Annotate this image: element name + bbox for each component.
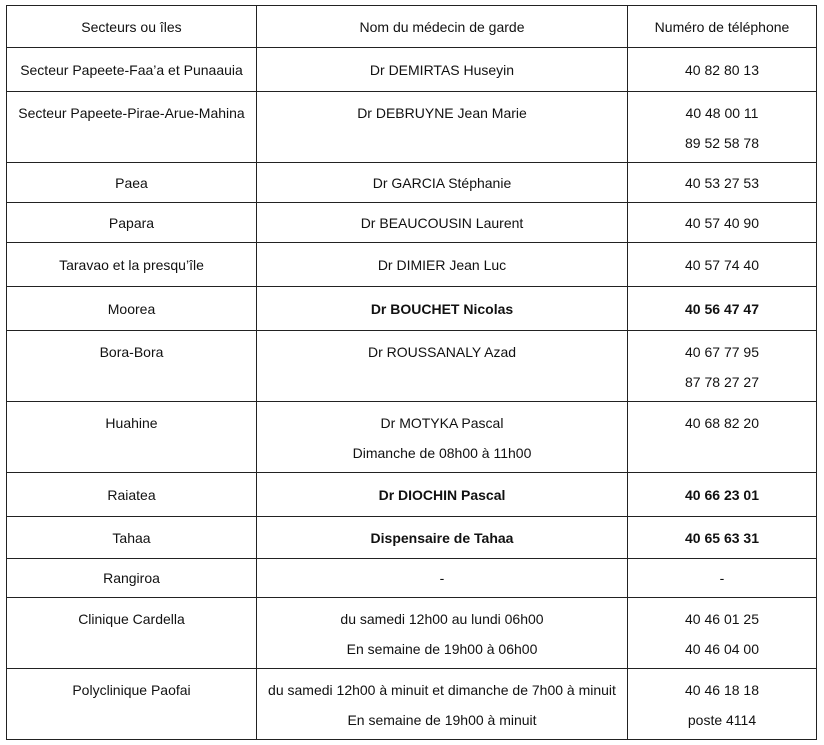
table-row (7, 92, 817, 163)
table-row (7, 473, 817, 517)
doctor-cell (257, 48, 628, 92)
table-row (7, 517, 817, 559)
phone-number: 40 46 04 00 (685, 641, 759, 657)
phone-number: 40 67 77 95 (685, 344, 759, 360)
phone-number: 40 56 47 47 (685, 300, 759, 317)
doctor-text: Dimanche de 08h00 à 11h00 (352, 445, 532, 461)
sector-cell (7, 48, 257, 92)
phone-number: 40 46 18 18 (685, 682, 759, 698)
table-row (7, 48, 817, 92)
table-row (7, 402, 817, 473)
sector-name: Taravao et la presqu’île (59, 256, 204, 273)
sector-name: Secteur Papeete-Pirae-Arue-Mahina (18, 105, 245, 121)
phone-number: 40 57 74 40 (685, 256, 759, 273)
phone-number: 40 68 82 20 (685, 415, 759, 431)
doctor-text: Dr DEBRUYNE Jean Marie (357, 105, 527, 121)
phone-cell (628, 402, 817, 473)
doctor-text: Dr DIMIER Jean Luc (377, 256, 507, 273)
on-call-doctors-table (6, 5, 817, 740)
sector-cell (7, 243, 257, 287)
phone-cell (628, 287, 817, 331)
phone-number: 40 65 63 31 (685, 529, 759, 546)
doctor-text: Dr BOUCHET Nicolas (370, 300, 514, 317)
doctor-cell (257, 331, 628, 402)
table-row (7, 669, 817, 740)
phone-cell (628, 48, 817, 92)
sector-name: Paea (115, 174, 148, 191)
doctor-cell (257, 92, 628, 163)
doctor-cell (257, 287, 628, 331)
table-header (7, 6, 817, 48)
phone-number: 89 52 58 78 (685, 135, 759, 151)
table-row (7, 559, 817, 598)
doctor-text: Dispensaire de Tahaa (370, 529, 514, 546)
table-row (7, 331, 817, 402)
phone-cell (628, 473, 817, 517)
doctor-text: Dr MOTYKA Pascal (380, 415, 504, 431)
sector-cell (7, 669, 257, 740)
doctor-text: Dr DEMIRTAS Huseyin (369, 61, 515, 78)
table-body (7, 48, 817, 740)
sector-name: Clinique Cardella (78, 611, 185, 627)
doctor-cell (257, 669, 628, 740)
phone-cell (628, 92, 817, 163)
doctor-text: Dr ROUSSANALY Azad (367, 344, 517, 360)
sector-name: Papara (108, 214, 155, 231)
doctor-text: du samedi 12h00 au lundi 06h00 (340, 611, 544, 627)
doctor-text: En semaine de 19h00 à minuit (347, 712, 537, 728)
sector-name: Tahaa (112, 529, 151, 546)
table-row (7, 287, 817, 331)
doctor-cell (257, 517, 628, 559)
phone-cell (628, 598, 817, 669)
doctor-text: - (439, 570, 445, 586)
sector-cell (7, 203, 257, 243)
header-sector: Secteurs ou îles (7, 6, 257, 48)
sector-cell (7, 402, 257, 473)
phone-number: 87 78 27 27 (685, 374, 759, 390)
phone-cell (628, 243, 817, 287)
phone-number: 40 66 23 01 (685, 486, 759, 503)
sector-name: Huahine (105, 415, 158, 431)
sector-cell (7, 598, 257, 669)
doctor-text: Dr DIOCHIN Pascal (378, 486, 506, 503)
phone-cell (628, 559, 817, 598)
phone-number: 40 82 80 13 (685, 61, 759, 78)
phone-cell (628, 203, 817, 243)
phone-cell (628, 517, 817, 559)
doctor-text: du samedi 12h00 à minuit et dimanche de 7h00 à minuit (268, 682, 616, 698)
doctor-cell (257, 203, 628, 243)
phone-number: poste 4114 (687, 712, 757, 728)
table-row (7, 598, 817, 669)
sector-cell (7, 92, 257, 163)
table-row (7, 163, 817, 203)
sector-cell (7, 287, 257, 331)
phone-cell (628, 331, 817, 402)
doctor-text: Dr GARCIA Stéphanie (372, 174, 512, 191)
sector-name: Raiatea (107, 486, 156, 503)
sector-cell (7, 331, 257, 402)
sector-name: Bora-Bora (99, 344, 164, 360)
doctor-cell (257, 243, 628, 287)
sector-cell (7, 163, 257, 203)
sector-cell (7, 473, 257, 517)
phone-number: 40 46 01 25 (685, 611, 759, 627)
sector-cell (7, 517, 257, 559)
phone-number: 40 53 27 53 (685, 174, 759, 191)
doctor-cell (257, 559, 628, 598)
sector-name: Rangiroa (103, 570, 160, 586)
phone-number: 40 48 00 11 (685, 105, 759, 121)
phone-cell (628, 163, 817, 203)
doctor-cell (257, 402, 628, 473)
doctor-cell (257, 473, 628, 517)
phone-number: 40 57 40 90 (685, 214, 759, 231)
phone-cell (628, 669, 817, 740)
doctor-cell (257, 598, 628, 669)
doctor-text: En semaine de 19h00 à 06h00 (346, 641, 538, 657)
sector-name: Polyclinique Paofai (72, 682, 191, 698)
header-doctor: Nom du médecin de garde (257, 6, 628, 48)
sector-name: Secteur Papeete-Faa’a et Punaauia (20, 61, 243, 78)
header-phone: Numéro de téléphone (628, 6, 817, 48)
sector-name: Moorea (107, 300, 156, 317)
doctor-text: Dr BEAUCOUSIN Laurent (360, 214, 524, 231)
phone-number: - (719, 570, 725, 586)
table-row (7, 243, 817, 287)
doctor-cell (257, 163, 628, 203)
sector-cell (7, 559, 257, 598)
table-row (7, 203, 817, 243)
